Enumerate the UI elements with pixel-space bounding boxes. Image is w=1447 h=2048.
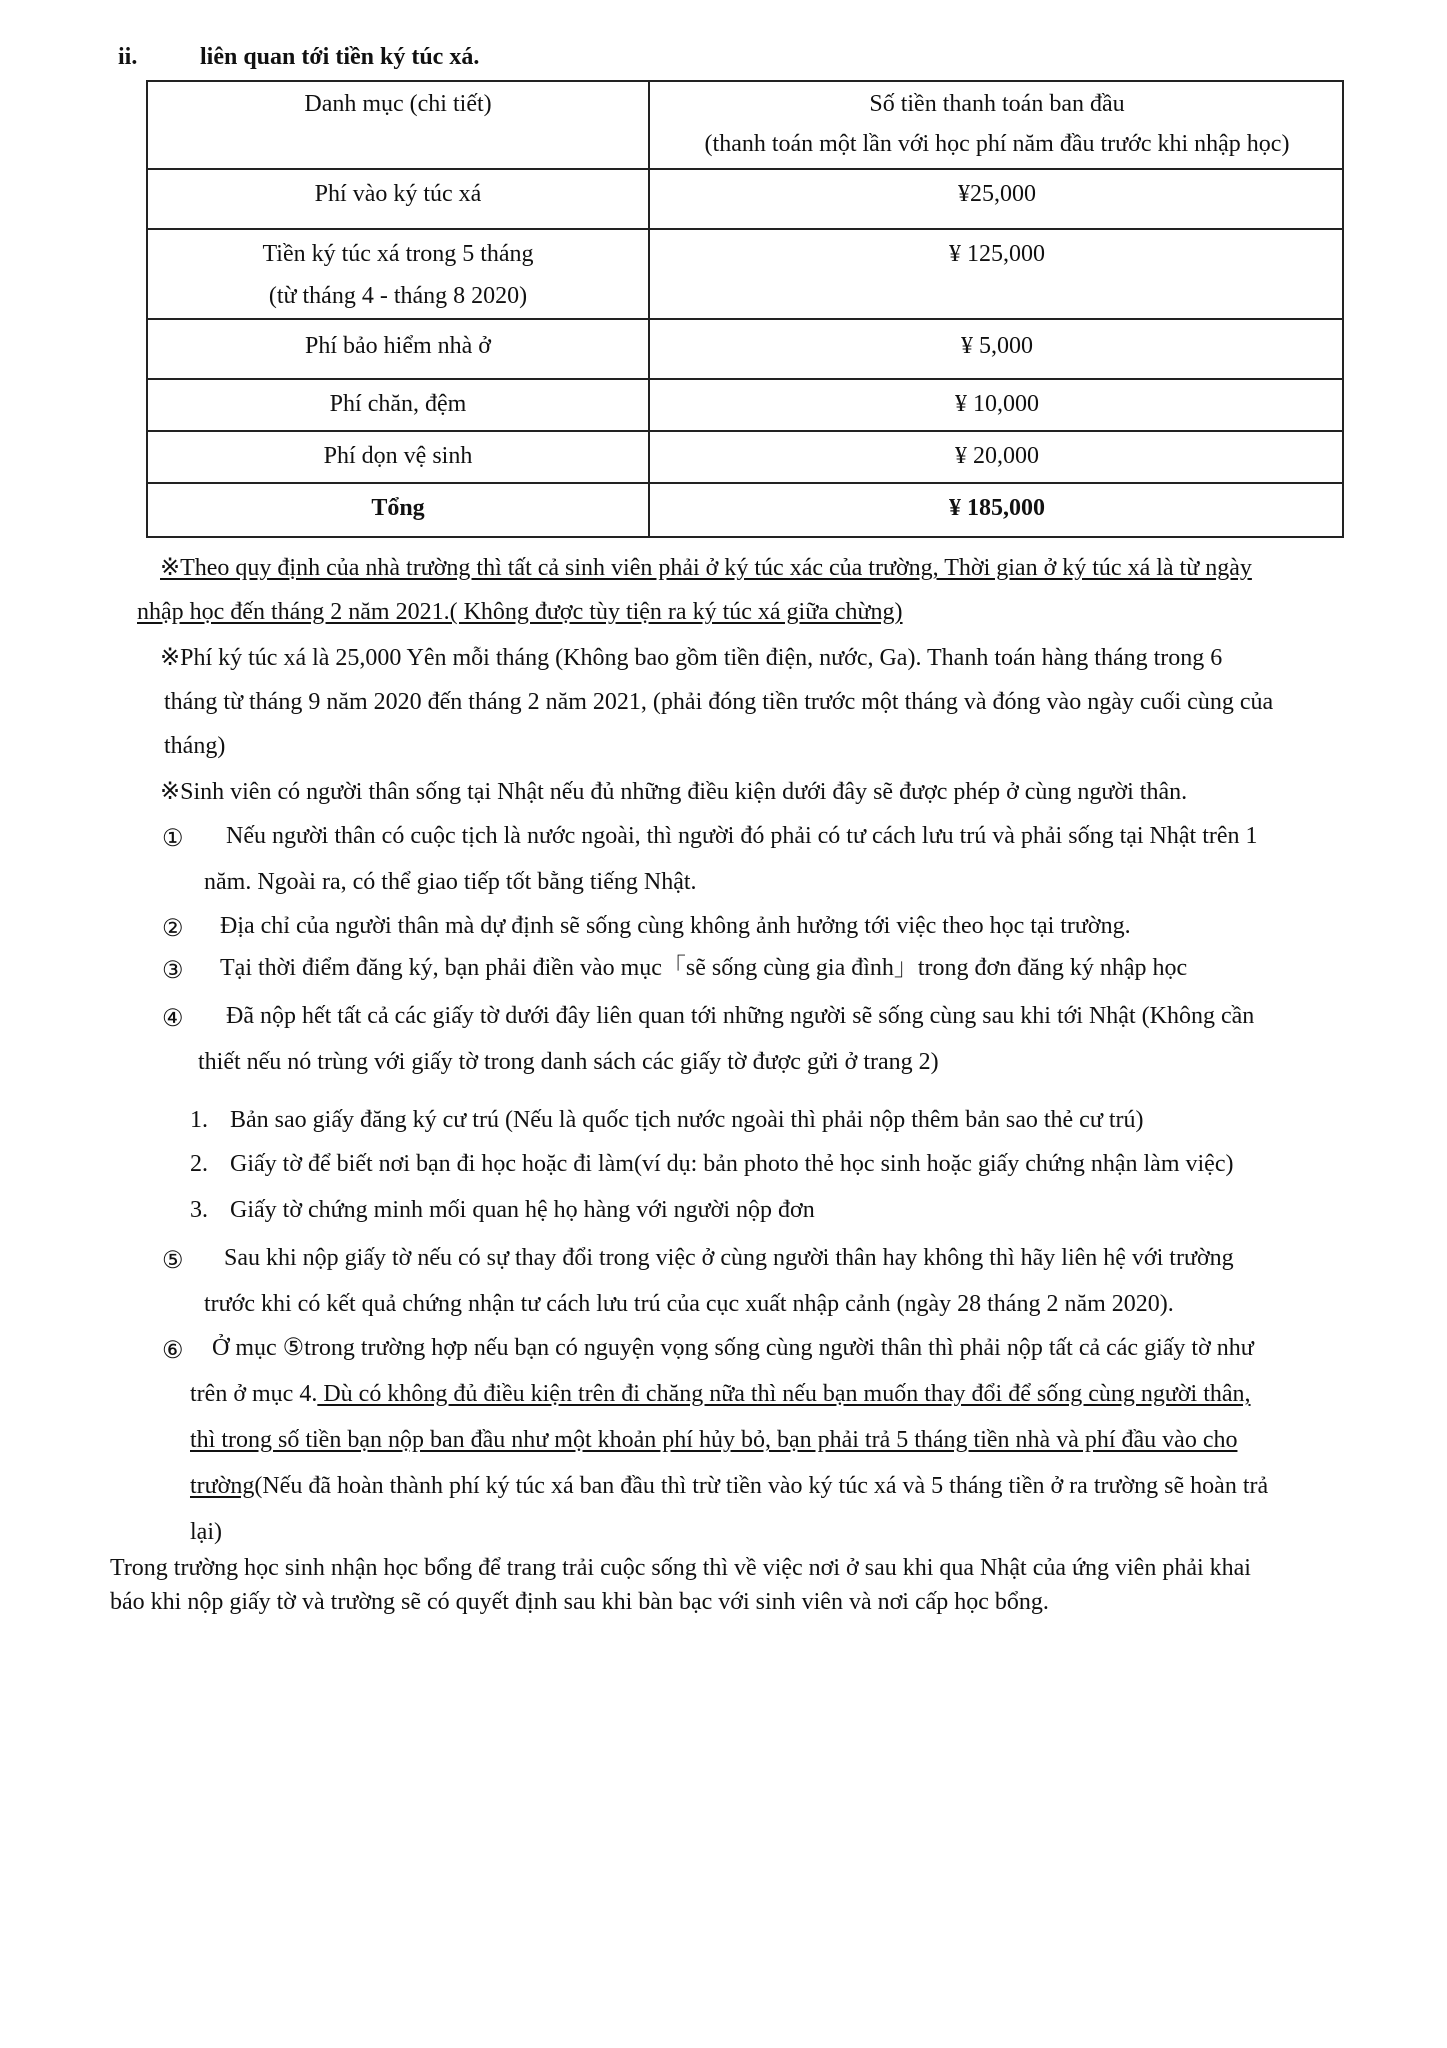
note-monthly-fee: ※Phí ký túc xá là 25,000 Yên mỗi tháng (Không bao gồm tiền điện, nước, Ga). Thanh toán hàng tháng trong 6 — [160, 645, 1223, 671]
table-row-divider — [148, 228, 1342, 230]
section-heading: liên quan tới tiền ký túc xá. — [200, 44, 480, 70]
condition-6-line5: lại) — [190, 1519, 222, 1545]
table-row-label: Phí bảo hiểm nhà ở — [305, 333, 491, 359]
table-header-category: Danh mục (chi tiết) — [304, 91, 492, 117]
condition-marker-4: ④ — [162, 1006, 184, 1032]
table-header-amount: Số tiền thanh toán ban đầu — [869, 91, 1125, 117]
table-header-amount-note: (thanh toán một lần với học phí năm đầu trước khi nhập học) — [704, 131, 1290, 157]
table-row-divider — [148, 168, 1342, 170]
note-living-with-relatives: ※Sinh viên có người thân sống tại Nhật nếu đủ những điều kiện dưới đây sẽ được phép ở cùng người thân. — [160, 779, 1188, 805]
condition-6-line4 — [190, 1464, 1268, 1508]
condition-4: Đã nộp hết tất cả các giấy tờ dưới đây liên quan tới những người sẽ sống cùng sau khi tới Nhật (Không cần — [226, 1003, 1255, 1029]
condition-marker-1: ① — [162, 826, 184, 852]
condition-2: Địa chỉ của người thân mà dự định sẽ sống cùng không ảnh hưởng tới việc theo học tại trường. — [220, 913, 1131, 939]
condition-6-line2 — [190, 1372, 1251, 1416]
condition-marker-5: ⑤ — [162, 1248, 184, 1274]
table-row-label: Tiền ký túc xá trong 5 tháng — [262, 241, 534, 267]
document-list-item-1: Bản sao giấy đăng ký cư trú (Nếu là quốc tịch nước ngoài thì phải nộp thêm bản sao thẻ cư trú) — [230, 1107, 1144, 1133]
section-roman-numeral: ii. — [118, 44, 138, 70]
document-list-number-2: 2. — [190, 1151, 208, 1177]
condition-6-line4-plain: (Nếu đã hoàn thành phí ký túc xá ban đầu thì trừ tiền vào ký túc xá và 5 tháng tiền ở ra trường sẽ hoàn trả — [254, 1473, 1269, 1499]
table-row-divider — [148, 318, 1342, 320]
document-list-item-3: Giấy tờ chứng minh mối quan hệ họ hàng với người nộp đơn — [230, 1197, 815, 1223]
condition-marker-3: ③ — [162, 958, 184, 984]
condition-3: Tại thời điểm đăng ký, bạn phải điền vào mục「sẽ sống cùng gia đình」trong đơn đăng ký nhập học — [220, 955, 1188, 981]
document-list-number-3: 3. — [190, 1197, 208, 1223]
table-total-label: Tổng — [371, 495, 425, 521]
table-row-value: ¥ 5,000 — [961, 333, 1033, 359]
table-row-value: ¥ 125,000 — [949, 241, 1045, 267]
condition-marker-2: ② — [162, 916, 184, 942]
document-list-number-1: 1. — [190, 1107, 208, 1133]
table-row-label: Phí dọn vệ sinh — [323, 443, 473, 469]
table-row-label: Phí chăn, đệm — [329, 391, 467, 417]
table-row-label-detail: (từ tháng 4 - tháng 8 2020) — [268, 283, 528, 309]
closing-paragraph-cont: báo khi nộp giấy tờ và trường sẽ có quyết định sau khi bàn bạc với sinh viên và nơi cấp học bổng. — [110, 1589, 1049, 1615]
condition-6-line2-plain: trên ở mục 4. — [190, 1381, 318, 1407]
condition-6-line2-underlined: Dù có không đủ điều kiện trên đi chăng nữa thì nếu bạn muốn thay đổi để sống cùng người thân, — [317, 1381, 1251, 1407]
table-row-divider — [148, 378, 1342, 380]
closing-paragraph: Trong trường học sinh nhận học bổng để trang trải cuộc sống thì về việc nơi ở sau khi qua Nhật của ứng viên phải khai — [110, 1555, 1251, 1581]
note-dormitory-rule: ※Theo quy định của nhà trường thì tất cả sinh viên phải ở ký túc xác của trường, Thời gian ở ký túc xá là từ ngày — [160, 555, 1252, 581]
note-dormitory-rule-cont: nhập học đến tháng 2 năm 2021.( Không được tùy tiện ra ký túc xá giữa chừng) — [137, 599, 903, 625]
table-row-divider — [148, 482, 1342, 484]
note-monthly-fee-end: tháng) — [164, 733, 226, 759]
table-row-value: ¥ 20,000 — [955, 443, 1039, 469]
table-total-value: ¥ 185,000 — [949, 495, 1045, 521]
condition-6-line3: thì trong số tiền bạn nộp ban đầu như một khoản phí hủy bỏ, bạn phải trả 5 tháng tiền nhà và phí đầu vào cho — [190, 1427, 1238, 1453]
table-row-label: Phí vào ký túc xá — [314, 181, 482, 207]
table-row-value: ¥ 10,000 — [955, 391, 1039, 417]
condition-marker-6: ⑥ — [162, 1338, 184, 1364]
condition-4-cont: thiết nếu nó trùng với giấy tờ trong danh sách các giấy tờ được gửi ở trang 2) — [198, 1049, 939, 1075]
note-monthly-fee-cont: tháng từ tháng 9 năm 2020 đến tháng 2 năm 2021, (phải đóng tiền trước một tháng và đóng vào ngày cuối cùng của — [164, 689, 1274, 715]
condition-6-line4-underlined: trường — [190, 1473, 255, 1499]
condition-1-cont: năm. Ngoài ra, có thể giao tiếp tốt bằng tiếng Nhật. — [204, 869, 697, 895]
table-row-value: ¥25,000 — [958, 181, 1036, 207]
condition-5: Sau khi nộp giấy tờ nếu có sự thay đổi trong việc ở cùng người thân hay không thì hãy liên hệ với trường — [224, 1245, 1234, 1271]
condition-5-cont: trước khi có kết quả chứng nhận tư cách lưu trú của cục xuất nhập cảnh (ngày 28 tháng 2 năm 2020). — [204, 1291, 1174, 1317]
condition-1: Nếu người thân có cuộc tịch là nước ngoài, thì người đó phải có tư cách lưu trú và phải sống tại Nhật trên 1 — [226, 823, 1258, 849]
condition-6: Ở mục ⑤trong trường hợp nếu bạn có nguyện vọng sống cùng người thân thì phải nộp tất cả các giấy tờ như — [212, 1335, 1254, 1361]
dormitory-fee-table — [146, 80, 1344, 538]
table-row-divider — [148, 430, 1342, 432]
document-list-item-2: Giấy tờ để biết nơi bạn đi học hoặc đi làm(ví dụ: bản photo thẻ học sinh hoặc giấy chứng nhận làm việc) — [230, 1151, 1234, 1177]
